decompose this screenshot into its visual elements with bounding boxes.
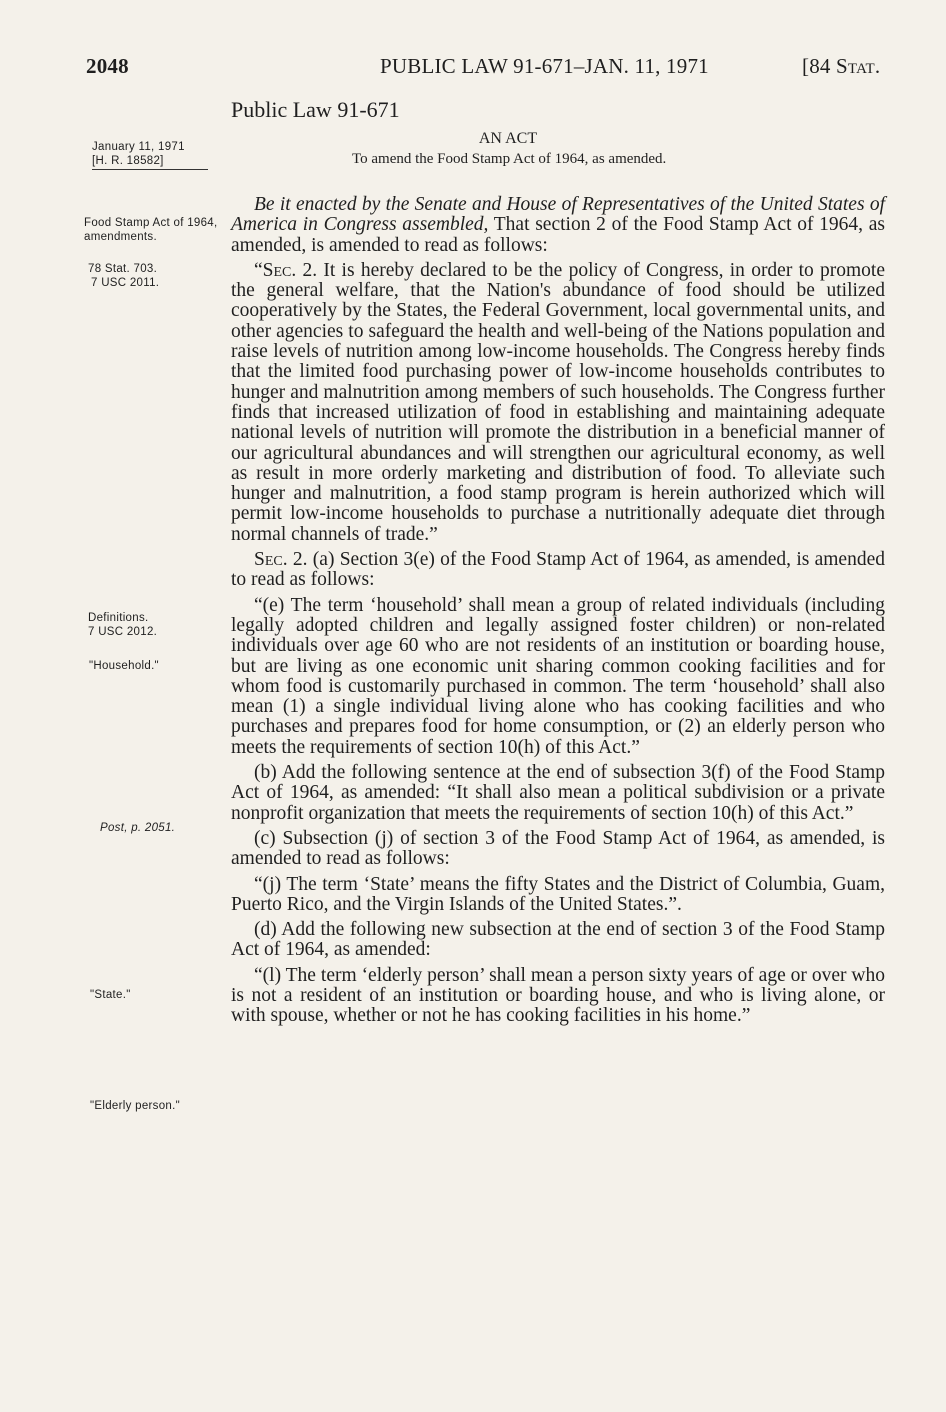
enacting-text: That section 2 of the Food Stamp Act of 1964, as amended, is amended to read as follows: [231, 214, 885, 256]
margin-note-household: "Household." [89, 660, 159, 672]
paragraph-d: (d) Add the following new subsection at the end of section 3 of the Food Stamp Act of 1964, as amended: [231, 919, 885, 961]
state-definition: “(j) The term ‘State’ means the fifty States and the District of Columbia, Guam, Puerto Rico, and the Virgin Islands of the United States.”. [231, 873, 885, 915]
margin-note-stat: 78 Stat. 703. [88, 263, 158, 275]
margin-note-state: "State." [90, 989, 131, 1001]
margin-note-amendments: Food Stamp Act of 1964, amendments. [84, 217, 218, 243]
margin-note-usc-2: 7 USC 2012. [88, 626, 158, 638]
margin-note-bill: [H. R. 18582] [92, 154, 208, 170]
enacting-clause [231, 195, 885, 256]
margin-note-post: Post, p. 2051. [100, 822, 176, 834]
margin-note-date: January 11, 1971 [92, 141, 185, 153]
section-2-policy [231, 261, 885, 545]
paragraph-b: (b) Add the following sentence at the end of subsection 3(f) of the Food Stamp Act of 1964, as amended: “It shall also mean a political subdivision or a private nonprofit organization that meets the requirements of section 10(h) of this Act.” [231, 762, 885, 824]
margin-note-definitions: Definitions. [88, 612, 149, 624]
household-definition: “(e) The term ‘household’ shall mean a group of related individuals (including legally adopted children and legally assigned foster children) or non-related individuals over age 60 who are not residents of an institution or boarding house, but are living as one economic unit sharing common cooking facilities and for whom food is customarily purchased in common. The term ‘household’ shall also mean (1) a single individual living alone who has cooking facilities and who purchases and prepares food for home consumption, or (2) an elderly person who meets the requirements of section 10(h) of this Act.” [231, 594, 885, 758]
section-label: “Sec. [254, 259, 297, 281]
enacting-formula: Be it enacted by the Senate and House of Representatives of the United States of America in Congress assembled, [231, 194, 885, 236]
margin-note-usc: 7 USC 2011. [91, 277, 160, 289]
section-label: Sec. [254, 549, 288, 571]
section-2a-text: 2. (a) Section 3(e) of the Food Stamp Act of 1964, as amended, is amended to read as follows: [231, 549, 885, 591]
act-subtitle: To amend the Food Stamp Act of 1964, as amended. [352, 151, 667, 167]
paragraph-c: (c) Subsection (j) of section 3 of the Food Stamp Act of 1964, as amended, is amended to read as follows: [231, 827, 885, 870]
law-title: Public Law 91-671 [231, 97, 400, 122]
page-number: 2048 [86, 54, 129, 78]
margin-note-elderly: "Elderly person." [90, 1100, 180, 1112]
section-2a [231, 550, 885, 591]
volume-reference: [84 Stat. [802, 54, 881, 78]
act-heading: AN ACT [478, 130, 538, 147]
elderly-definition: “(l) The term ‘elderly person’ shall mean a person sixty years of age or over who is not a resident of an institution or boarding house, and who is living alone, or with spouse, whether or not he has cooking facilities in his home.” [231, 964, 885, 1027]
running-title: PUBLIC LAW 91-671–JAN. 11, 1971 [380, 54, 709, 78]
law-body [231, 195, 885, 1032]
section-2-text: 2. It is hereby declared to be the policy of Congress, in order to promote the general welfare, that the Nation's abundance of food should be utilized cooperatively by the States, the Federal Government, local governmental units, and other agencies to safeguard the health and well-being of the Nations population and raise levels of nutrition among low-income households. The Congress hereby finds that the limited food purchasing power of low-income households contributes to hunger and malnutrition among members of such households. The Congress further finds that increased utilization of food in establishing and maintaining adequate national levels of nutrition will promote the distribution in a beneficial manner of our agricultural abundances and will strengthen our agricultural economy, as well as result in more orderly marketing and distribution of food. To alleviate such hunger and malnutrition, a food stamp program is herein authorized which will permit low-income households to purchase a nutritionally adequate diet through normal channels of trade.” [231, 259, 885, 545]
